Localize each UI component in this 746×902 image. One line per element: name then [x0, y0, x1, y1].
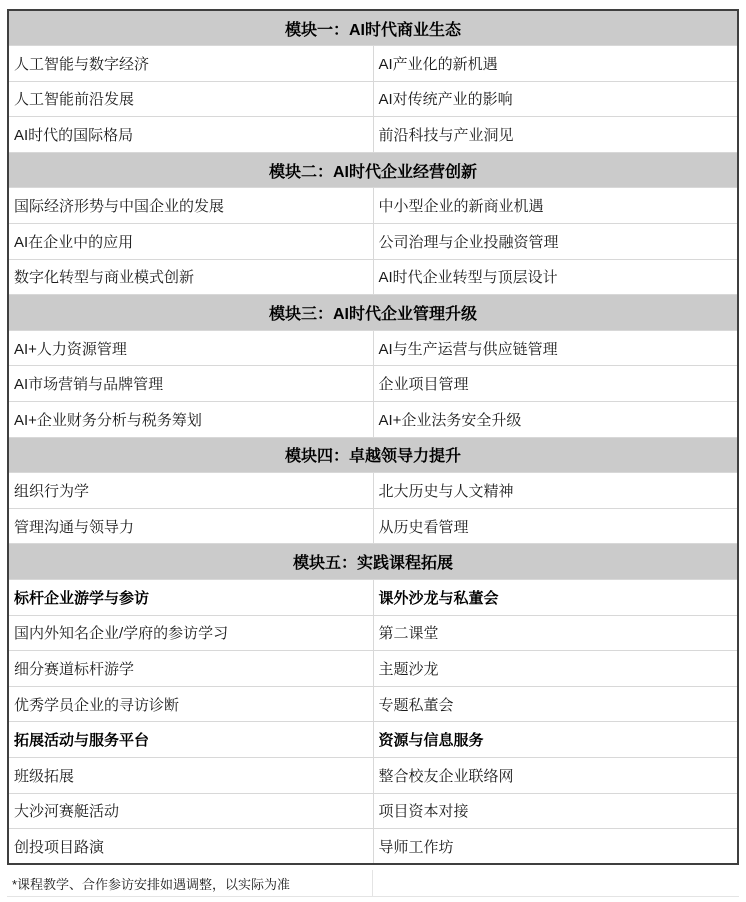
course-cell: 细分赛道标杆游学	[8, 651, 373, 687]
course-cell: 中小型企业的新商业机遇	[373, 188, 738, 224]
table-row	[8, 473, 738, 509]
course-cell: 北大历史与人文精神	[373, 473, 738, 509]
course-cell: 专题私董会	[373, 686, 738, 722]
group-header-cell: 课外沙龙与私董会	[373, 580, 738, 616]
course-modules-table	[7, 9, 739, 865]
course-cell: AI时代的国际格局	[8, 117, 373, 153]
course-cell: 大沙河赛艇活动	[8, 793, 373, 829]
course-cell: AI+人力资源管理	[8, 330, 373, 366]
table-row	[8, 793, 738, 829]
table-row	[8, 686, 738, 722]
course-cell: 数字化转型与商业模式创新	[8, 259, 373, 295]
course-cell: AI与生产运营与供应链管理	[373, 330, 738, 366]
course-cell: 优秀学员企业的寻访诊断	[8, 686, 373, 722]
course-cell: 人工智能前沿发展	[8, 81, 373, 117]
course-cell: AI时代企业转型与顶层设计	[373, 259, 738, 295]
course-cell: 班级拓展	[8, 757, 373, 793]
footnote-row	[7, 870, 739, 897]
module-4-header: 模块四：卓越领导力提升	[8, 437, 738, 473]
course-cell: 主题沙龙	[373, 651, 738, 687]
table-row	[8, 722, 738, 758]
group-header-cell: 拓展活动与服务平台	[8, 722, 373, 758]
table-row	[8, 402, 738, 438]
module-2-header: 模块二：AI时代企业经营创新	[8, 152, 738, 188]
course-cell: 公司治理与企业投融资管理	[373, 224, 738, 260]
table-row	[8, 580, 738, 616]
module-5-header: 模块五：实践课程拓展	[8, 544, 738, 580]
course-cell: 从历史看管理	[373, 508, 738, 544]
group-header-cell: 资源与信息服务	[373, 722, 738, 758]
table-row	[8, 437, 738, 473]
course-cell: AI对传统产业的影响	[373, 81, 738, 117]
table-row	[8, 152, 738, 188]
module-1-header: 模块一：AI时代商业生态	[8, 10, 738, 46]
course-cell: 国际经济形势与中国企业的发展	[8, 188, 373, 224]
module-3-header: 模块三：AI时代企业管理升级	[8, 295, 738, 331]
course-cell: 管理沟通与领导力	[8, 508, 373, 544]
course-cell: 导师工作坊	[373, 829, 738, 865]
course-cell: 整合校友企业联络网	[373, 757, 738, 793]
table-row	[8, 757, 738, 793]
course-cell: 人工智能与数字经济	[8, 46, 373, 82]
table-row	[8, 10, 738, 46]
table-row	[8, 829, 738, 865]
table-row	[8, 188, 738, 224]
course-cell: 创投项目路演	[8, 829, 373, 865]
course-cell: AI市场营销与品牌管理	[8, 366, 373, 402]
table-row	[8, 46, 738, 82]
course-cell: AI+企业法务安全升级	[373, 402, 738, 438]
table-row	[8, 117, 738, 153]
table-row	[8, 224, 738, 260]
table-row	[8, 295, 738, 331]
table-row	[8, 544, 738, 580]
table-row	[8, 81, 738, 117]
course-cell: 第二课堂	[373, 615, 738, 651]
course-cell: 项目资本对接	[373, 793, 738, 829]
course-cell: AI+企业财务分析与税务筹划	[8, 402, 373, 438]
table-row	[8, 508, 738, 544]
table-row	[8, 615, 738, 651]
course-cell: AI产业化的新机遇	[373, 46, 738, 82]
table-row	[8, 366, 738, 402]
table-row	[8, 330, 738, 366]
course-cell: AI在企业中的应用	[8, 224, 373, 260]
footnote-empty-cell	[373, 870, 739, 896]
footnote-text: *课程教学、合作参访安排如遇调整，以实际为准	[7, 870, 373, 896]
group-header-cell: 标杆企业游学与参访	[8, 580, 373, 616]
table-row	[8, 651, 738, 687]
course-cell: 前沿科技与产业洞见	[373, 117, 738, 153]
course-cell: 国内外知名企业/学府的参访学习	[8, 615, 373, 651]
course-cell: 组织行为学	[8, 473, 373, 509]
course-cell: 企业项目管理	[373, 366, 738, 402]
table-row	[8, 259, 738, 295]
